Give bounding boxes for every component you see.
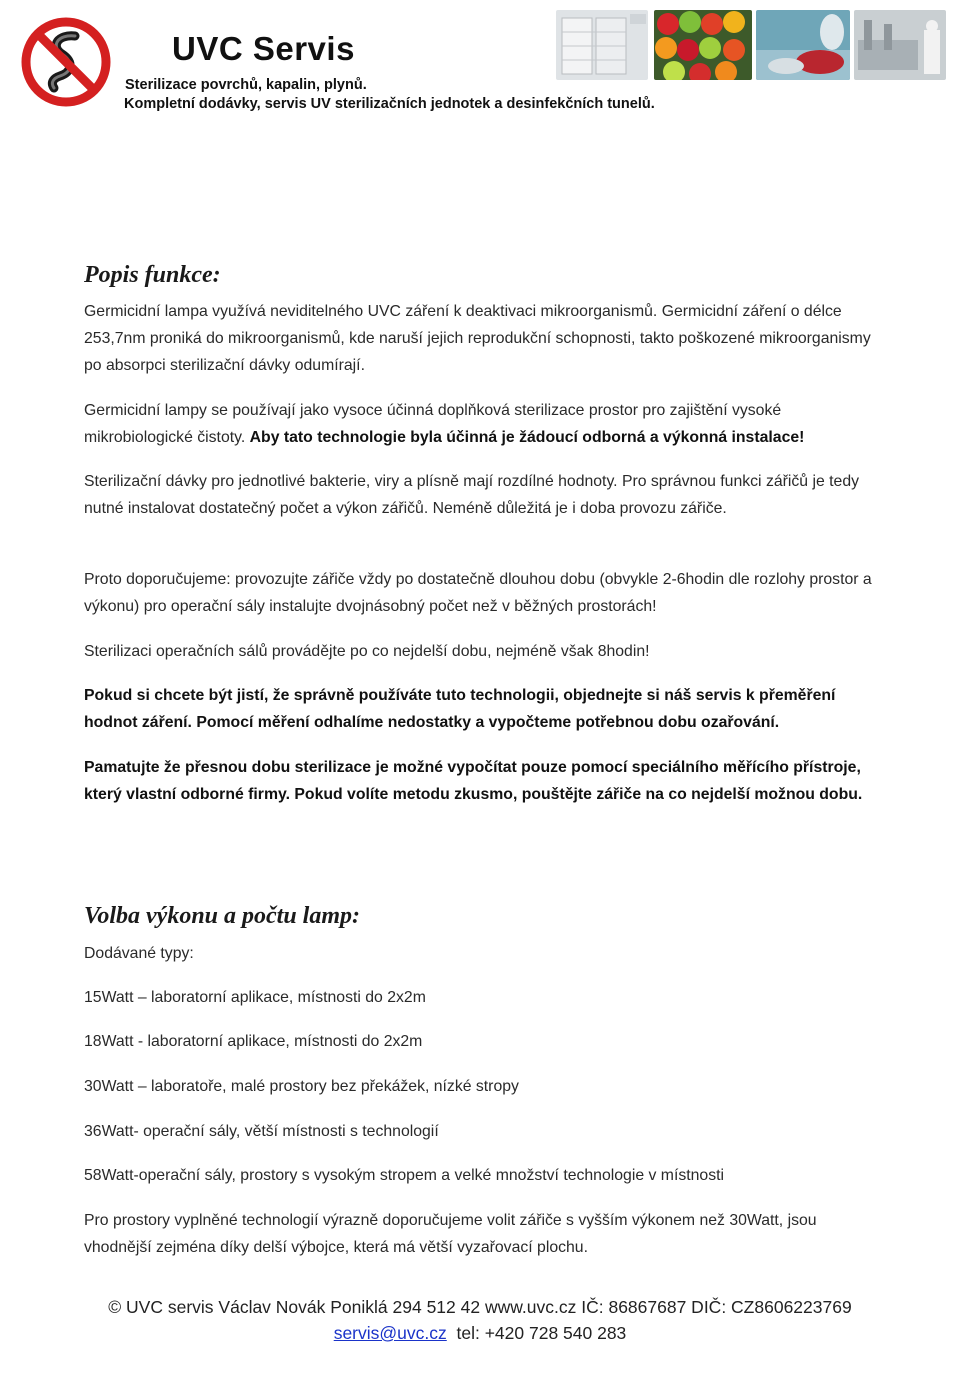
paragraph-intro: Germicidní lampa využívá neviditelného UVC záření k deaktivaci mikroorganismů. Germicidní záření o délce 253,7nm proniká do mikroorganismů, kde naruší jejich reprodukční schopnosti, takto poškozené mikroorganismy po absorpci sterilizační dávky odumírají.: [84, 303, 871, 374]
paragraph-usage: [84, 397, 884, 451]
footer-email-link[interactable]: servis@uvc.cz: [333, 1323, 447, 1343]
page-footer: [0, 1294, 960, 1346]
paragraph-usage-emphasis: Aby tato technologie byla účinná je žádoucí odborná a výkonná instalace!: [249, 429, 805, 446]
paragraph-operating-rooms: Sterilizaci operačních sálů provádějte po co nejdelší dobu, nejméně však 8hodin!: [84, 643, 650, 660]
paragraph-measurement-note: Pamatujte že přesnou dobu sterilizace je možné vypočítat pouze pomocí speciálního měřícího přístroje, který vlastní odborné firmy. Pokud volíte metodu zkusmo, pouštějte zářiče na co nejdelší možnou dobu.: [84, 759, 863, 803]
lamp-type-item: 58Watt-operační sály, prostory s vysokým stropem a velké množství technologie v místnosti: [84, 1167, 725, 1184]
paragraph-doses: Sterilizační dávky pro jednotlivé bakterie, viry a plísně mají rozdílné hodnoty. Pro správnou funkci zářičů je tedy nutné instalovat dostatečný počet a výkon zářičů. Neméně důležitá je i doba provozu zářiče.: [84, 473, 860, 517]
paragraph-service-offer: Pokud si chcete být jistí, že správně používáte tuto technologii, objednejte si náš servis k přeměření hodnot záření. Pomocí měření odhalíme nedostatky a vypočteme potřebnou dobu ozařování.: [84, 687, 836, 731]
lamp-type-item: 15Watt – laboratorní aplikace, místnosti do 2x2m: [84, 989, 426, 1006]
meat-processing-photo: [756, 10, 850, 80]
heading-popis-funkce: Popis funkce:: [84, 262, 221, 288]
cleanroom-photo: [556, 10, 648, 80]
fruit-photo: [654, 10, 752, 80]
brand-title: UVC Servis: [172, 30, 355, 67]
lamp-type-item: 30Watt – laboratoře, malé prostory bez překážek, nízké stropy: [84, 1078, 519, 1095]
brand-subtitle: Sterilizace povrchů, kapalin, plynů.: [125, 77, 367, 93]
paragraph-usage-text: Germicidní lampy se používají jako vysoce účinná doplňková sterilizace prostor pro zajištění vysoké mikrobiologické čistoty.: [84, 402, 782, 446]
factory-photo: [854, 10, 946, 80]
lamp-type-item: 36Watt- operační sály, větší místnosti s technologií: [84, 1123, 439, 1140]
footer-contact: [0, 1320, 960, 1346]
footer-company-info: © UVC servis Václav Novák Poniklá 294 512 42 www.uvc.cz IČ: 86867687 DIČ: CZ8606223769: [108, 1297, 852, 1317]
no-bacteria-logo-icon: [20, 16, 112, 108]
paragraph-recommendation: Proto doporučujeme: provozujte zářiče vždy po dostatečně dlouhou dobu (obvykle 2-6hodin dle rozlohy prostor a výkonu) pro operační sály instalujte dvojnásobný počet než v běžných prostorách!: [84, 571, 872, 615]
footer-phone: tel: +420 728 540 283: [446, 1323, 627, 1343]
supplied-types-label: Dodávané typy:: [84, 945, 194, 962]
heading-volba-vykonu: Volba výkonu a počtu lamp:: [84, 903, 361, 929]
page-header: [0, 0, 960, 120]
brand-tagline: Kompletní dodávky, servis UV sterilizačních jednotek a desinfekčních tunelů.: [124, 96, 655, 112]
lamp-type-item: 18Watt - laboratorní aplikace, místnosti do 2x2m: [84, 1033, 423, 1050]
paragraph-power-note: Pro prostory vyplněné technologií výrazně doporučujeme volit zářiče s vyšším výkonem než 30Watt, jsou vhodnější zejména díky delší výbojce, která má větší vyzařovací plochu.: [84, 1212, 817, 1256]
